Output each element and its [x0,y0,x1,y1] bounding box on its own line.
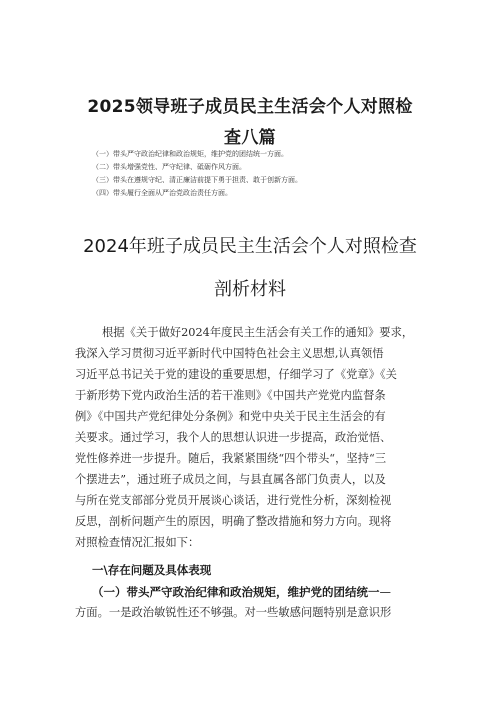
toc-item-3: （三）带头在遵规守纪、清正廉洁前提下勇于担责、敢于创新方面。 [92,176,302,184]
body-line-2: 我深入学习贯彻习近平新时代中国特色社会主义思想,认真领悟 [75,347,384,360]
body-line-10: 反思，剖析问题产生的原因，明确了整改措施和努力方向。现将 [75,515,392,528]
toc-item-4: （四）带头履行全面从严治党政治责任方面。 [92,189,232,197]
body-line-1: 根据《关于做好2024年度民主生活会有关工作的通知》要求， [102,326,414,339]
sub-heading [92,584,391,600]
toc-item-2: （二）带头增强党性、严守纪律、砥砺作风方面。 [92,163,246,171]
body-line-3: 习近平总书记关于党的建设的重要思想，仔细学习了《党章》《关 [75,368,397,381]
body-line-7: 党性修养进一步提升。随后，我紧紧围绕“四个带头“，坚持“三 [75,452,387,465]
body-line-5: 例》《中国共产党纪律处分条例》和党中央关于民主生活会的有 [75,410,386,423]
sub-heading-text: （一）带头严守政治纪律和政治规矩，维护党的团结统一 [92,585,380,599]
subtitle-line-2: 剖析材料 [214,279,286,300]
sub-heading-tail: — [379,585,391,599]
body-line-tail: 方面。一是政治敏锐性还不够强。对一些敏感问题特别是意识形 [75,606,392,619]
body-line-6: 关要求。通过学习，我个人的思想认识进一步提高，政治觉悟、 [75,431,392,444]
body-line-4: 于新形势下党内政治生活的若干准则》《中国共产党党内监督条 [75,389,386,402]
body-line-9: 与所在党支部部分党员开展谈心谈话，进行党性分析，深刻检视 [75,494,392,507]
subtitle-line-1: 2024年班子成员民主生活会个人对照检查 [83,236,417,257]
body-line-11: 对照检查情况汇报如下： [75,536,200,549]
document-title-line-1: 2025领导班子成员民主生活会个人对照检 [87,97,413,117]
toc-item-1: （一）带头严守政治纪律和政治规矩，维护党的团结统一方面。 [92,150,288,158]
document-title-line-2: 查八篇 [224,128,276,148]
body-line-8: 个摆进去”，通过班子成员之间，与县直属各部门负责人，以及 [75,473,386,486]
section-heading: 一\存在问题及具体表现 [92,563,212,577]
